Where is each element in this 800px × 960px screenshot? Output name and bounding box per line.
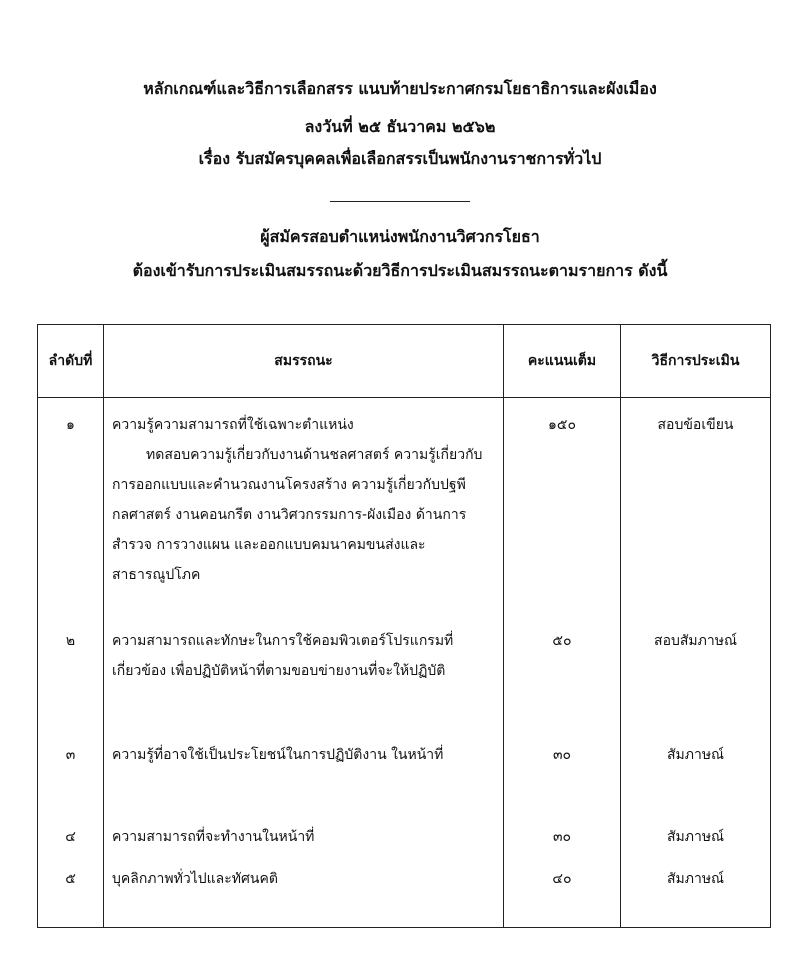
header-subject-line: เรื่อง รับสมัครบุคคลเพื่อเลือกสรรเป็นพนักงานราชการทั่วไป <box>198 149 602 168</box>
table-row <box>38 863 771 928</box>
header-title-line: หลักเกณฑ์และวิธีการเลือกสรร แนบท้ายประกาศกรมโยธาธิการและผังเมือง <box>143 79 657 98</box>
competency-detail: ทดสอบความรู้เกี่ยวกับงานด้านชลศาสตร์ ความรู้เกี่ยวกับการออกแบบและคำนวณงานโครงสร้าง ความรู้เกี่ยวกับปฐพีกลศาสตร์ งานคอนกรีต งานวิศวกรรมการ-ผังเมือง ด้านการสำรวจ การวางแผน และออกแบบคมนาคมขนส่งและสาธารณูปโภค <box>112 447 483 583</box>
row-no: ๒ <box>38 625 104 739</box>
row-score: ๔๐ <box>504 863 621 928</box>
row-no: ๓ <box>38 739 104 821</box>
divider <box>330 201 470 202</box>
row-competency: ความสามารถและทักษะในการใช้คอมพิวเตอร์โปรแกรมที่เกี่ยวข้อง เพื่อปฏิบัติหน้าที่ตามขอบข่ายงานที่จะให้ปฏิบัติ <box>104 625 504 739</box>
col-header-no: ลำดับที่ <box>38 325 104 398</box>
table-header-row <box>38 325 771 398</box>
competency-title: ความรู้ความสามารถที่ใช้เฉพาะตำแหน่ง <box>112 417 354 433</box>
row-no: ๑ <box>38 398 104 626</box>
row-score: ๕๐ <box>504 625 621 739</box>
row-score: ๓๐ <box>504 821 621 863</box>
row-competency: ความสามารถที่จะทำงานในหน้าที่ <box>104 821 504 863</box>
col-header-competency: สมรรถนะ <box>104 325 504 398</box>
table-row <box>38 625 771 739</box>
row-method: สัมภาษณ์ <box>621 821 771 863</box>
row-no: ๕ <box>38 863 104 928</box>
row-competency <box>104 398 504 626</box>
row-method: สัมภาษณ์ <box>621 739 771 821</box>
row-method: สอบสัมภาษณ์ <box>621 625 771 739</box>
row-competency: ความรู้ที่อาจใช้เป็นประโยชน์ในการปฏิบัติงาน ในหน้าที่ <box>104 739 504 821</box>
row-method: สัมภาษณ์ <box>621 863 771 928</box>
table-row <box>38 739 771 821</box>
row-no: ๔ <box>38 821 104 863</box>
col-header-method: วิธีการประเมิน <box>621 325 771 398</box>
table-row <box>38 398 771 626</box>
col-header-score: คะแนนเต็ม <box>504 325 621 398</box>
position-title: ผู้สมัครสอบตำแหน่งพนักงานวิศวกรโยธา <box>260 227 540 246</box>
table-row <box>38 821 771 863</box>
header-date-line: ลงวันที่ ๒๕ ธันวาคม ๒๕๖๒ <box>304 117 496 136</box>
row-score: ๑๕๐ <box>504 398 621 626</box>
row-score: ๓๐ <box>504 739 621 821</box>
row-method: สอบข้อเขียน <box>621 398 771 626</box>
assessment-intro: ต้องเข้ารับการประเมินสมรรถนะด้วยวิธีการประเมินสมรรถนะตามรายการ ดังนี้ <box>132 261 668 280</box>
row-competency: บุคลิกภาพทั่วไปและทัศนคติ <box>104 863 504 928</box>
competency-table <box>37 324 771 928</box>
